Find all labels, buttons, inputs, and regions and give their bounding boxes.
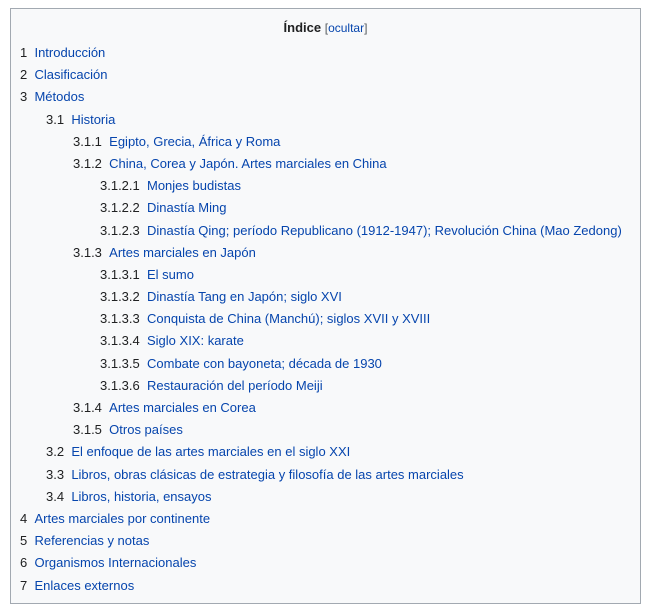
toc-item[interactable]: [11, 441, 640, 463]
toc-item[interactable]: [11, 242, 640, 264]
table-of-contents: [10, 8, 641, 604]
toc-item-link[interactable]: El enfoque de las artes marciales en el siglo XXI: [71, 444, 351, 460]
toc-item[interactable]: [11, 220, 640, 242]
toc-item-link[interactable]: El sumo: [147, 266, 194, 282]
toc-item-link[interactable]: Introducción: [34, 45, 106, 60]
toc-item-link[interactable]: Dinastía Ming: [147, 200, 227, 216]
toc-item-link[interactable]: Historia: [71, 111, 116, 127]
toc-item[interactable]: [11, 286, 640, 308]
toc-item-number: 3.1.3.5: [100, 355, 140, 371]
toc-item-number: 2: [20, 67, 28, 83]
toc-item-number: 3.1.2.2: [100, 200, 140, 216]
toc-item[interactable]: [11, 264, 640, 286]
toc-item-link[interactable]: Organismos Internacionales: [34, 555, 197, 571]
toc-item-link[interactable]: Enlaces externos: [34, 577, 135, 593]
toc-item[interactable]: [11, 64, 640, 86]
toc-header: [11, 19, 640, 37]
toc-item-number: 3.1.3: [73, 244, 102, 260]
toc-item-number: 6: [20, 555, 28, 571]
toc-item-number: 3.1.3.2: [100, 289, 140, 305]
toc-item-link[interactable]: Artes marciales en Corea: [109, 400, 256, 415]
toc-item[interactable]: [11, 530, 640, 552]
toc-item-link[interactable]: Monjes budistas: [147, 178, 241, 194]
toc-item[interactable]: [11, 575, 640, 597]
toc-item[interactable]: [11, 375, 640, 397]
toc-item-number: 3.1.3.3: [100, 311, 140, 327]
toc-item-link[interactable]: Egipto, Grecia, África y Roma: [109, 133, 281, 149]
toc-hide-bracket-open: [: [324, 21, 329, 35]
toc-item-link[interactable]: China, Corea y Japón. Artes marciales en China: [109, 155, 387, 171]
toc-item-link[interactable]: Referencias y notas: [34, 533, 150, 549]
toc-item-link[interactable]: Libros, obras clásicas de estrategia y filosofía de las artes marciales: [71, 466, 464, 482]
toc-item-link[interactable]: Dinastía Qing; período Republicano (1912-1947); Revolución China (Mao Zedong): [147, 222, 622, 238]
toc-item-link[interactable]: Conquista de China (Manchú); siglos XVII y XVIII: [147, 311, 431, 327]
toc-item[interactable]: [11, 397, 640, 419]
toc-item[interactable]: [11, 175, 640, 197]
toc-item[interactable]: [11, 552, 640, 574]
toc-item[interactable]: [11, 486, 640, 508]
toc-item[interactable]: [11, 153, 640, 175]
toc-item[interactable]: [11, 131, 640, 153]
toc-item[interactable]: [11, 109, 640, 131]
toc-item-number: 3.1.2.3: [100, 222, 140, 238]
toc-item[interactable]: [11, 508, 640, 530]
toc-item-number: 3.1.5: [73, 422, 102, 438]
toc-item-number: 4: [20, 510, 28, 526]
toc-item-number: 3.1.2: [73, 155, 102, 171]
toc-list: [11, 42, 640, 597]
toc-item-link[interactable]: Siglo XIX: karate: [147, 333, 244, 349]
toc-item[interactable]: [11, 42, 640, 64]
toc-item-number: 3.2: [46, 444, 65, 460]
toc-hide-bracket-close: ]: [364, 21, 368, 35]
toc-item-number: 3.3: [46, 466, 65, 482]
toc-item-link[interactable]: Combate con bayoneta; década de 1930: [147, 355, 382, 371]
toc-item-number: 3.1.3.4: [100, 333, 140, 349]
toc-item[interactable]: [11, 330, 640, 352]
toc-item-number: 3: [20, 89, 28, 105]
toc-item-link[interactable]: Restauración del período Meiji: [147, 377, 323, 393]
toc-item[interactable]: [11, 308, 640, 330]
toc-item-number: 5: [20, 533, 28, 549]
toc-item-link[interactable]: Dinastía Tang en Japón; siglo XVI: [147, 289, 342, 305]
toc-item-number: 3.1.1: [73, 133, 102, 149]
toc-item-link[interactable]: Libros, historia, ensayos: [71, 488, 212, 504]
toc-item-link[interactable]: Métodos: [34, 89, 85, 105]
toc-hide-toggle[interactable]: ocultar: [328, 21, 365, 35]
toc-item-number: 3.4: [46, 488, 65, 504]
toc-item[interactable]: [11, 464, 640, 486]
toc-item-link[interactable]: Artes marciales en Japón: [109, 244, 256, 260]
toc-item-number: 3.1.3.6: [100, 377, 140, 393]
toc-title: Índice: [283, 20, 322, 35]
toc-item-link[interactable]: Clasificación: [34, 67, 108, 83]
toc-item-link[interactable]: Artes marciales por continente: [34, 510, 211, 526]
toc-item-number: 7: [20, 577, 28, 593]
toc-item-link[interactable]: Otros países: [109, 422, 183, 438]
toc-item[interactable]: [11, 419, 640, 441]
toc-item[interactable]: [11, 86, 640, 108]
toc-item[interactable]: [11, 353, 640, 375]
toc-item[interactable]: [11, 197, 640, 219]
toc-item-number: 3.1.2.1: [100, 178, 140, 194]
toc-item-number: 3.1: [46, 111, 65, 127]
toc-item-number: 3.1.3.1: [100, 266, 140, 282]
toc-item-number: 1: [20, 45, 28, 60]
toc-item-number: 3.1.4: [73, 400, 102, 415]
